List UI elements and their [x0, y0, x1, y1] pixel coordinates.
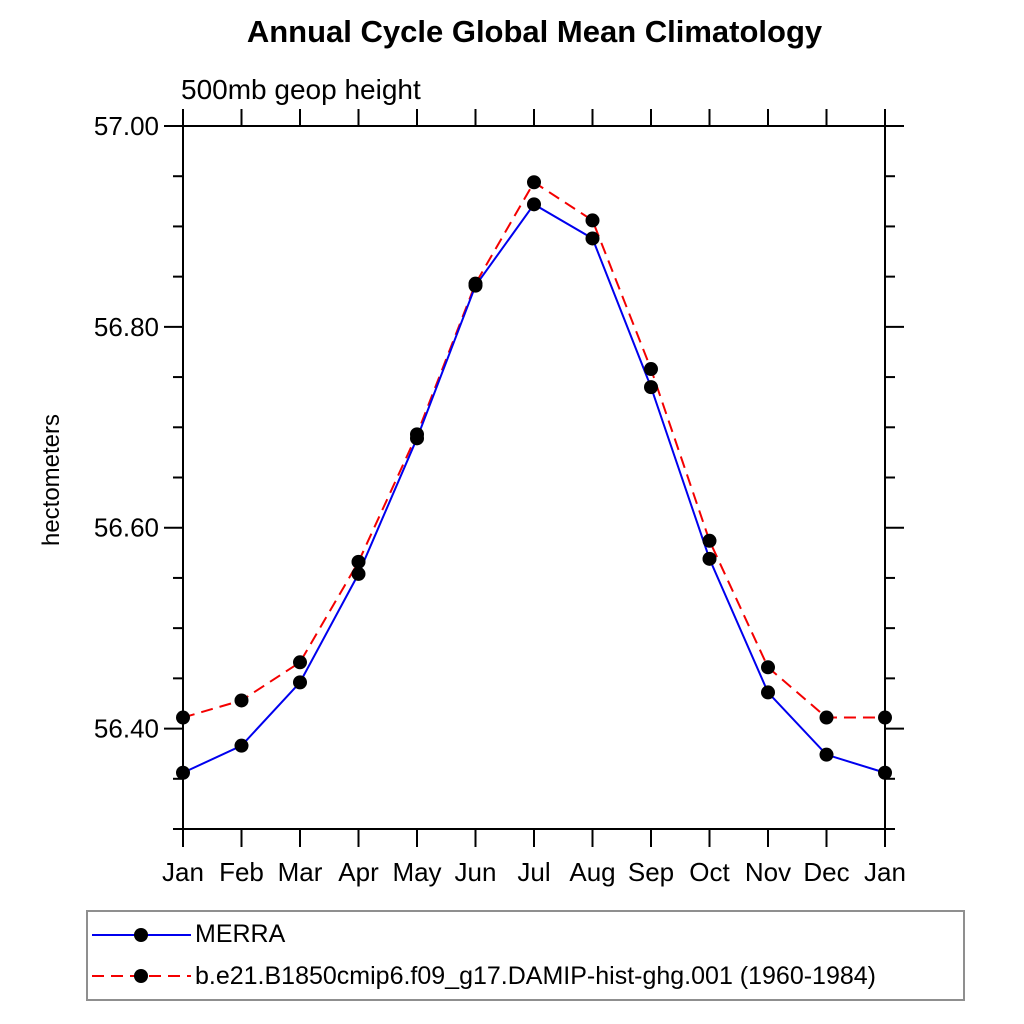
data-point-marker	[644, 362, 658, 376]
y-tick-label: 56.40	[93, 713, 159, 744]
legend-swatch-marker	[134, 969, 148, 983]
y-tick-label: 56.60	[93, 512, 159, 543]
x-tick-label: Oct	[689, 857, 730, 887]
data-point-marker	[235, 693, 249, 707]
legend-box	[86, 910, 965, 1001]
y-tick-label: 57.00	[93, 111, 159, 141]
x-tick-label: Dec	[803, 857, 850, 887]
series-line-merra	[183, 204, 885, 772]
legend-swatch-marker	[134, 928, 148, 942]
merra-line-swatch	[88, 925, 195, 945]
legend-item-merra	[88, 916, 963, 954]
legend-label-merra: MERRA	[195, 920, 286, 949]
x-tick-label: Nov	[744, 857, 792, 887]
data-point-marker	[527, 175, 541, 189]
x-tick-label: Jan	[162, 857, 204, 887]
data-point-marker	[176, 766, 190, 780]
x-tick-label: Jun	[454, 857, 497, 887]
x-tick-label: Jul	[517, 857, 551, 887]
data-point-marker	[644, 380, 658, 394]
data-point-marker	[820, 748, 834, 762]
chart-title: Annual Cycle Global Mean Climatology	[246, 14, 823, 49]
data-point-marker	[410, 431, 424, 445]
series-line-model	[183, 182, 885, 717]
data-point-marker	[176, 711, 190, 725]
x-tick-label: Feb	[219, 857, 264, 887]
data-point-marker	[761, 685, 775, 699]
x-tick-label: Mar	[277, 857, 323, 887]
data-point-marker	[703, 552, 717, 566]
data-point-marker	[820, 711, 834, 725]
data-point-marker	[586, 213, 600, 227]
x-tick-label: Sep	[627, 857, 675, 887]
x-tick-label: May	[392, 857, 442, 887]
x-tick-label: Apr	[338, 857, 379, 887]
data-point-marker	[293, 675, 307, 689]
data-point-marker	[527, 197, 541, 211]
data-point-marker	[235, 739, 249, 753]
x-tick-label: Jan	[864, 857, 906, 887]
model-line-swatch	[88, 966, 195, 986]
legend-item-model	[88, 957, 963, 995]
x-tick-label: Aug	[569, 857, 616, 887]
legend-label-model: b.e21.B1850cmip6.f09_g17.DAMIP-hist-ghg.001 (1960-1984)	[195, 961, 876, 990]
data-point-marker	[761, 660, 775, 674]
data-point-marker	[703, 534, 717, 548]
data-point-marker	[586, 231, 600, 245]
y-axis-title: hectometers	[38, 413, 65, 547]
data-point-marker	[878, 711, 892, 725]
axis-frame	[183, 126, 885, 829]
y-tick-label: 56.80	[93, 311, 159, 342]
data-point-marker	[352, 555, 366, 569]
chart-subtitle: 500mb geop height	[181, 74, 421, 105]
data-point-marker	[878, 766, 892, 780]
data-point-marker	[469, 279, 483, 293]
data-point-marker	[293, 655, 307, 669]
data-point-marker	[352, 567, 366, 581]
